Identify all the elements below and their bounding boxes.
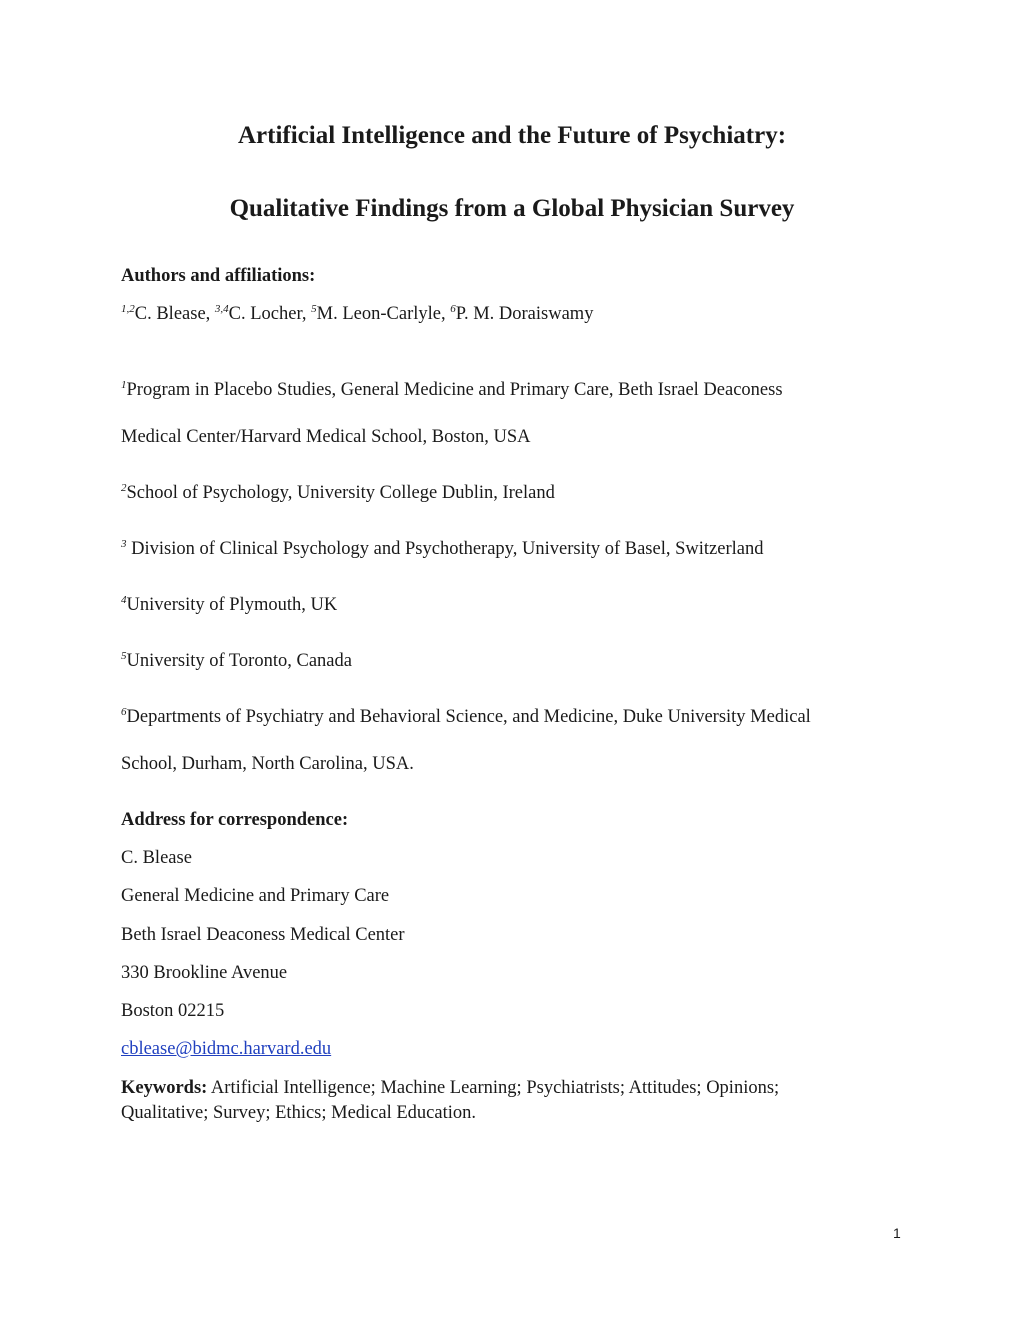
author-separator: , — [205, 304, 215, 324]
author-1-affiliation-marker: 1,2 — [121, 303, 135, 315]
author-3-name: M. Leon-Carlyle — [316, 304, 441, 324]
affiliation-6-text: Departments of Psychiatry and Behavioral Science, and Medicine, Duke University Medical — [126, 707, 811, 727]
author-list — [121, 303, 593, 325]
affiliation-6 — [121, 706, 811, 728]
keywords-text: Artificial Intelligence; Machine Learning; Psychiatrists; Attitudes; Opinions; — [207, 1078, 780, 1098]
author-4-name: P. M. Doraiswamy — [455, 304, 594, 324]
affiliation-3 — [121, 538, 763, 560]
affiliation-2-marker: 2 — [121, 482, 127, 494]
correspondence-name: C. Blease — [121, 848, 192, 868]
affiliation-6-continued: School, Durham, North Carolina, USA. — [121, 754, 414, 774]
keywords-line-1 — [121, 1077, 779, 1099]
affiliation-3-text: Division of Clinical Psychology and Psychotherapy, University of Basel, Switzerland — [126, 539, 764, 559]
affiliation-2-text: School of Psychology, University College Dublin, Ireland — [126, 483, 555, 503]
author-2-affiliation-marker: 3,4 — [214, 303, 229, 315]
affiliation-6-marker: 6 — [121, 706, 127, 718]
affiliation-5 — [121, 650, 352, 672]
affiliation-1-marker: 1 — [121, 379, 127, 391]
author-separator: , — [440, 304, 451, 324]
page-number: 1 — [893, 1225, 901, 1241]
correspondence-heading: Address for correspondence: — [121, 810, 349, 830]
author-4-affiliation-marker: 6 — [450, 303, 456, 315]
authors-heading: Authors and affiliations: — [121, 266, 316, 286]
correspondence-email-line — [121, 1038, 331, 1060]
keywords-label: Keywords: — [121, 1078, 208, 1098]
affiliation-2 — [121, 482, 555, 504]
paper-title-line-1: Artificial Intelligence and the Future of Psychiatry: — [237, 122, 787, 149]
affiliation-5-marker: 5 — [121, 650, 127, 662]
affiliation-1 — [121, 379, 783, 401]
affiliation-1-text: Program in Placebo Studies, General Medicine and Primary Care, Beth Israel Deaconess — [126, 380, 783, 400]
author-3-affiliation-marker: 5 — [311, 303, 317, 315]
affiliation-4-text: University of Plymouth, UK — [126, 595, 338, 615]
keywords-line-2: Qualitative; Survey; Ethics; Medical Education. — [121, 1103, 477, 1123]
correspondence-email-link[interactable]: cblease@bidmc.harvard.edu — [121, 1039, 332, 1059]
affiliation-3-marker: 3 — [121, 538, 127, 550]
paper-title-line-2: Qualitative Findings from a Global Physician Survey — [229, 195, 795, 222]
affiliation-1-continued: Medical Center/Harvard Medical School, Boston, USA — [121, 427, 531, 447]
correspondence-street: 330 Brookline Avenue — [121, 963, 288, 983]
author-separator: , — [301, 304, 312, 324]
correspondence-department: General Medicine and Primary Care — [121, 886, 390, 906]
correspondence-institution: Beth Israel Deaconess Medical Center — [121, 925, 405, 945]
affiliation-4 — [121, 594, 337, 616]
author-2-name: C. Locher — [228, 304, 302, 324]
correspondence-city: Boston 02215 — [121, 1001, 225, 1021]
affiliation-4-marker: 4 — [121, 594, 127, 606]
author-1-name: C. Blease — [134, 304, 206, 324]
affiliation-5-text: University of Toronto, Canada — [126, 651, 352, 671]
